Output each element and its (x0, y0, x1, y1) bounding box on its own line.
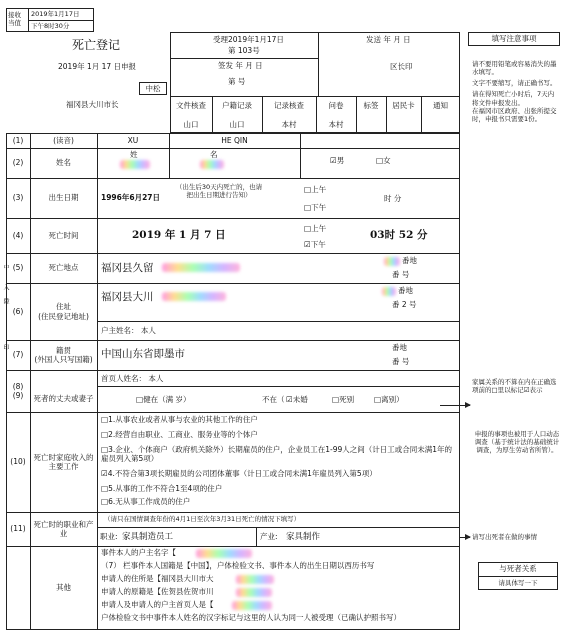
side-mark-4: 印 (2, 344, 9, 350)
work-option-5[interactable]: □ 5.从事的工作不符合1至4项的住户 (101, 484, 457, 493)
report-date: 2019年 1月 17 日申报 (58, 62, 137, 71)
address-banchi: 番地 (398, 286, 413, 295)
addressee: 福冈县大川市长 (66, 100, 119, 109)
honseki-ban: 番 号 (392, 357, 410, 366)
sei-label: 姓 (130, 150, 138, 159)
honseki-head: 首页人姓名： 本人 (101, 374, 164, 383)
send-date: 发送 年 月 日 (366, 35, 411, 44)
spouse-label: 死者的丈夫或妻子 (33, 394, 94, 404)
note-3: 请在得知死亡小时后，7天内将文件申报发出。 (472, 90, 555, 107)
check-label-2: 记录核查 (274, 101, 304, 111)
chuo-stamp: 中松 (139, 82, 167, 95)
reading-mei: HE QIN (221, 135, 248, 145)
check-label-1: 户籍记录 (222, 101, 252, 111)
death-am[interactable]: □ 上午 (304, 224, 326, 233)
reading-label: (读音) (53, 135, 74, 145)
death-pm[interactable]: ☑ 下午 (304, 240, 326, 249)
place-value: 福冈县久留 (101, 262, 154, 274)
spouse-alive[interactable]: □ 健在（满 岁） (136, 395, 190, 404)
row-num-10: (10) (10, 457, 26, 467)
other-label: 其他 (56, 583, 71, 593)
spouse-unmarried[interactable]: ☑ 未婚 (286, 395, 308, 404)
check-value-3: 本村 (328, 119, 344, 129)
side-mark-1: 中 (2, 264, 9, 270)
address-value: 福冈县大川 (101, 291, 154, 303)
check-label-0: 文件核查 (176, 101, 206, 111)
occ-side-note: 请写出死者在做的事情 (472, 533, 537, 541)
note-4: 在福冈市区政府、出张所提交时，申报书只需要1份。 (472, 106, 557, 123)
work-option-2[interactable]: □ 2.经营自由职业、工商业、服务业等的个体户 (101, 430, 457, 439)
issued-no: 第 号 (228, 77, 246, 86)
notes-title: 填写注意事项 (468, 32, 560, 46)
occ-note: （请只在国情调查年份的4月1日至次年3月31日死亡的情况下填写） (104, 515, 301, 523)
birth-note: （出生后30天内死亡的，也请把出生日期进行告知） (175, 183, 263, 200)
redacted-place (162, 263, 240, 272)
gender-female[interactable]: □ 女 (376, 156, 391, 165)
check-value-2: 本村 (281, 119, 297, 129)
occ-arrow (460, 537, 470, 538)
birth-am[interactable]: □ 上午 (304, 185, 326, 194)
issued-date: 签发 年 月 日 (218, 61, 263, 70)
accepted-date: 受理2019年1月17日 (213, 35, 284, 44)
other-line-4: 申请人的原籍是【佐贺县佐贺市川 (101, 587, 214, 596)
side-mark-2: 入 (2, 284, 9, 290)
check-label-3: 问卷 (328, 101, 344, 111)
relation-note: 请具体写一下 (498, 578, 538, 587)
death-date: 2019 年 1 月 7 日 (132, 229, 226, 241)
occ-label: 死亡时的职业和产业 (33, 519, 94, 538)
check-value-4 (356, 116, 386, 133)
death-time: 03时 52 分 (370, 229, 428, 241)
ward-seal: 区长印 (390, 62, 413, 71)
redacted-place-2 (384, 257, 400, 266)
notes-list (472, 60, 560, 123)
redacted-sei (120, 160, 150, 169)
receipt-label: 接收 当值 (8, 11, 21, 28)
honseki-value: 中国山东省即墨市 (101, 348, 185, 360)
row-num-3: (3) (12, 193, 24, 203)
death-label: 死亡时间 (48, 230, 79, 240)
survey-note: 申报的事项也被用于人口动态调查（基于统计法的基础统计调查，为厚生劳动省所管）。 (474, 430, 560, 455)
row-num-11: (11) (10, 524, 26, 534)
receipt-date: 2019年1月17日 (31, 10, 80, 18)
spouse-none: 不在（ (262, 395, 285, 404)
family-note: 家属关系的不算在内在正确选项前的□里以标记☑表示 (472, 378, 557, 395)
redacted-address-2 (382, 287, 396, 296)
row-num-1: (1) (12, 135, 24, 145)
side-mark-3: 隙 (2, 298, 9, 304)
reading-sei: XU (127, 135, 139, 145)
row-num-7: (7) (12, 350, 24, 360)
other-line-2: （7） 栏事件本人国籍是【中国】，户体检验文书、事件本人的出生日期以西历书写 (101, 561, 375, 570)
occ-job-label: 职业: (100, 532, 118, 541)
address-label: 住址 (住民登记地址) (38, 302, 89, 321)
spouse-widowed[interactable]: □ 死别 (332, 395, 354, 404)
row-num-2: (2) (12, 158, 24, 168)
spouse-divorced[interactable]: □ 离别） (374, 395, 404, 404)
row-num-89: (8) (9) (12, 381, 24, 400)
family-arrow (440, 405, 470, 406)
address-ban: 番 2 号 (392, 300, 417, 309)
place-ban: 番 号 (392, 270, 410, 279)
relation-label: 与死者关系 (499, 564, 537, 574)
form-title: 死亡登记 (72, 38, 121, 52)
other-line-3: 申请人的住所是【福冈县大川市大 (101, 574, 214, 583)
place-label: 死亡地点 (48, 263, 79, 273)
birth-pm[interactable]: □ 下午 (304, 203, 326, 212)
check-label-5: 居民卡 (392, 101, 415, 111)
note-2: 文字不要缩写，请正确书写。 (472, 79, 557, 88)
birth-value: 1996年6月27日 (101, 193, 161, 202)
birth-time: 时 分 (384, 194, 402, 203)
occ-ind: 家具制作 (286, 532, 321, 542)
honseki-banchi: 番地 (392, 343, 407, 352)
work-option-6[interactable]: □ 6.无从事工作成员的住户 (101, 497, 457, 506)
other-line-6: 户体检验文书中事件本人姓名的汉字标记与这里的人认为同一人被受理（已确认护照书写） (101, 613, 401, 622)
other-line-5: 申请人及申请人的户主首页人是【 (101, 600, 214, 609)
row-num-6: (6) (12, 306, 24, 316)
name-label: 姓名 (56, 158, 71, 168)
other-line-1: 事件本人的户主名字【 (101, 548, 176, 557)
check-value-0: 山口 (183, 119, 199, 129)
work-option-1[interactable]: □ 1.从事农业或者从事与农业的其他工作的住户 (101, 415, 457, 424)
work-option-3[interactable]: □ 3.企业、个体商户（政府机关除外）长期雇员的住户，企业员工在1-99人之间（计日工或合同未满1年的雇员列入第5项） (101, 445, 457, 464)
check-value-5 (386, 116, 421, 133)
gender-male[interactable]: ☑ 男 (330, 156, 344, 165)
check-label-4: 标签 (363, 101, 379, 111)
mei-label: 名 (210, 150, 218, 159)
birth-label: 出生日期 (48, 193, 79, 203)
receipt-time: 下午8时30分 (31, 22, 70, 30)
work-option-4[interactable]: ☑ 4.不符合第3项长期雇员的公司团体董事（计日工或合同未满1年雇员列入第5项） (101, 469, 457, 478)
occ-ind-label: 产业: (260, 532, 278, 541)
household-head: 户主姓名： 本人 (101, 326, 156, 335)
work-label: 死亡时家庭收入的主要工作 (33, 452, 94, 471)
accepted-no: 第 103号 (228, 46, 260, 55)
honseki-label: 籍贯 (外国人只写国籍) (34, 345, 93, 364)
redacted-mei (200, 160, 224, 169)
row-num-5: (5) (12, 263, 24, 273)
occ-job: 家具制造员工 (122, 532, 174, 542)
check-value-6 (421, 116, 460, 133)
check-label-6: 通知 (433, 101, 448, 111)
check-value-1: 山口 (229, 119, 245, 129)
row-num-4: (4) (12, 230, 24, 240)
redacted-address (162, 292, 226, 301)
note-1: 请不要用铅笔或容易消失的墨水填写。 (472, 60, 557, 77)
place-banchi: 番地 (402, 256, 417, 265)
